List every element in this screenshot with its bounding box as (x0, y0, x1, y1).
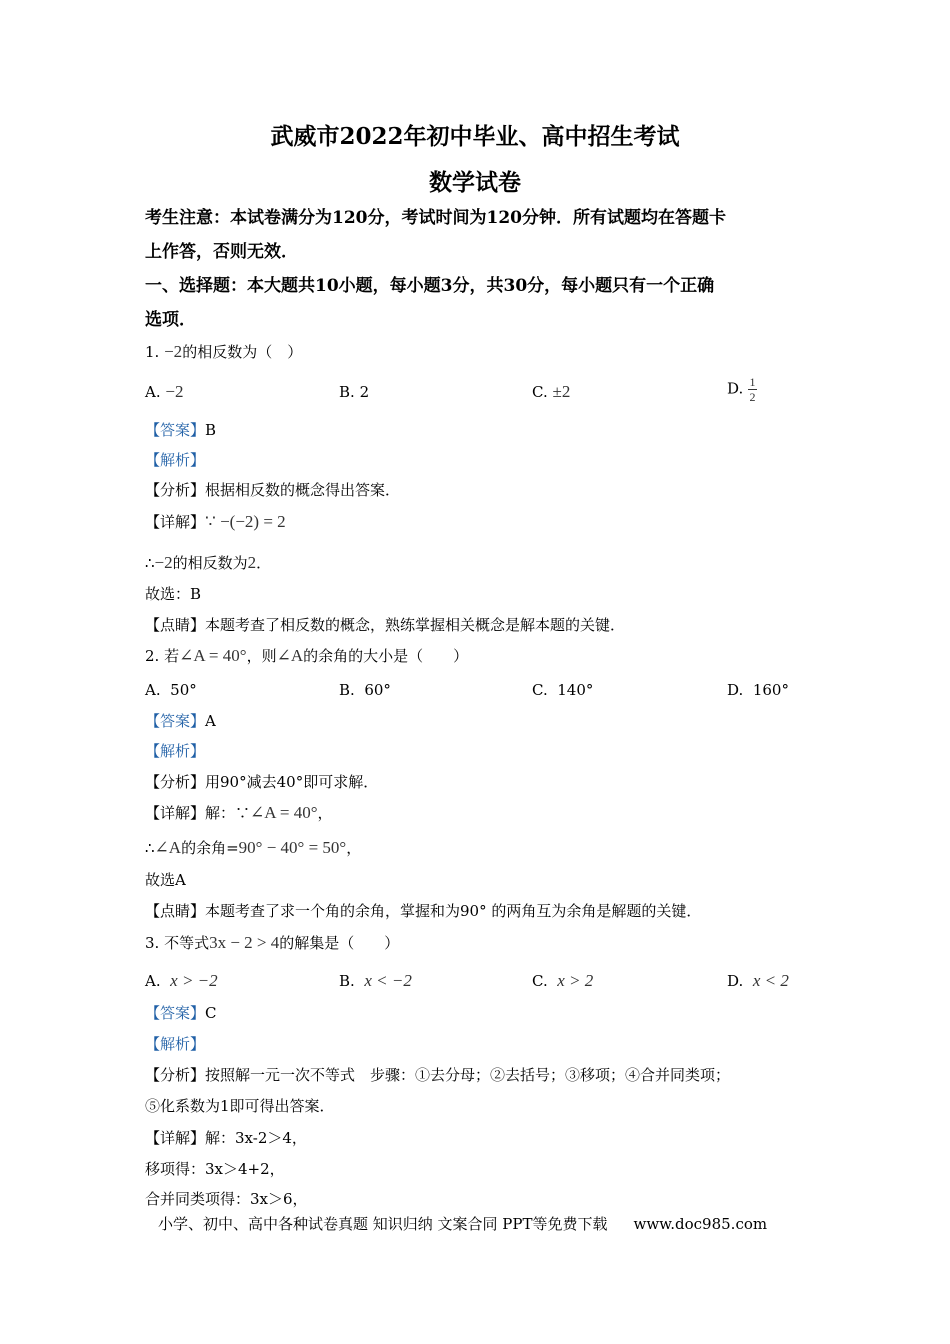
q1-option-d: D. $\frac{1}{2}$ (727, 375, 756, 404)
q3-jiexi: 【解析】 (145, 1035, 206, 1053)
jiexi-tag: 【解析】 (145, 451, 206, 469)
q1-option-b: B. 2 (339, 383, 370, 401)
q1-stem-math: −2 (164, 342, 183, 361)
q2-option-d: D. 160° (727, 681, 789, 699)
q3-stem: 3. 不等式3x − 2 > 4的解集是（ ） (145, 933, 400, 952)
q1-stem: 1. −2的相反数为（ ） (145, 342, 303, 361)
section-heading-line-2: 选项． (145, 310, 196, 330)
q3-analysis-line-2: ⑤化系数为1即可得出答案． (145, 1097, 335, 1115)
notice-line-2: 上作答，否则无效． (145, 242, 298, 262)
exam-title: 武威市2022年初中毕业、高中招生考试 (270, 123, 680, 150)
q3-option-d: D. x < 2 (727, 971, 789, 990)
q1-detail: 【详解】∵ −(−2) = 2 (145, 512, 286, 531)
q3-detail: 【详解】解：3x-2＞4， (145, 1129, 307, 1147)
footer-text: 小学、初中、高中各种试卷真题 知识归纳 文案合同 PPT等免费下载 (158, 1215, 608, 1233)
q2-choose: 故选A (145, 871, 186, 889)
footer-url[interactable]: www.doc985.com (633, 1215, 768, 1233)
q3-step-2: 合并同类项得：3x＞6， (145, 1190, 308, 1208)
q2-stem: 2. 若∠A = 40°，则∠A的余角的大小是（ ） (145, 646, 469, 665)
q2-option-b: B. 60° (339, 681, 391, 699)
q2-comment: 【点睛】本题考查了求一个角的余角，掌握和为90° 的两角互为余角是解题的关键． (145, 902, 702, 920)
q3-option-c: C. x > 2 (532, 971, 594, 990)
q2-therefore: ∴∠A的余角=90° − 40° = 50°， (145, 838, 362, 857)
page-footer (158, 1213, 767, 1234)
q1-therefore: ∴−2的相反数为2． (145, 553, 272, 572)
q2-detail: 【详解】解：∵∠A = 40°， (145, 803, 333, 822)
q3-step-1: 移项得：3x＞4+2， (145, 1160, 285, 1178)
q1-choose: 故选：B (145, 585, 202, 603)
q2-jiexi: 【解析】 (145, 742, 206, 760)
q1-answer: 【答案】B (145, 421, 217, 439)
exam-subtitle: 数学试卷 (429, 169, 521, 196)
notice-line-1: 考生注意：本试卷满分为120分，考试时间为120分钟．所有试题均在答题卡 (145, 208, 726, 228)
q1-jiexi (145, 450, 205, 470)
section-heading-line-1: 一、选择题：本大题共10小题，每小题3分，共30分，每小题只有一个正确 (145, 276, 715, 296)
q2-option-a: A. 50° (145, 681, 197, 699)
q1-option-d-fraction: $\frac{1}{2}$ (749, 375, 756, 404)
q1-option-a: A. −2 (145, 382, 184, 401)
q3-option-a: A. x > −2 (145, 971, 218, 990)
q1-comment: 【点睛】本题考查了相反数的概念，熟练掌握相关概念是解本题的关键． (145, 616, 626, 634)
q2-answer: 【答案】A (145, 712, 216, 730)
q2-option-c: C. 140° (532, 681, 594, 699)
q3-option-b: B. x < −2 (339, 971, 412, 990)
q1-option-c: C. ±2 (532, 382, 571, 401)
answer-tag: 【答案】 (145, 421, 206, 439)
q3-analysis-line-1: 【分析】按照解一元一次不等式 步骤：①去分母；②去括号；③移项；④合并同类项； (145, 1066, 731, 1084)
q2-analysis: 【分析】用90°减去40°即可求解． (145, 773, 379, 791)
q1-analysis: 【分析】根据相反数的概念得出答案． (145, 481, 401, 499)
q3-answer: 【答案】C (145, 1004, 217, 1022)
